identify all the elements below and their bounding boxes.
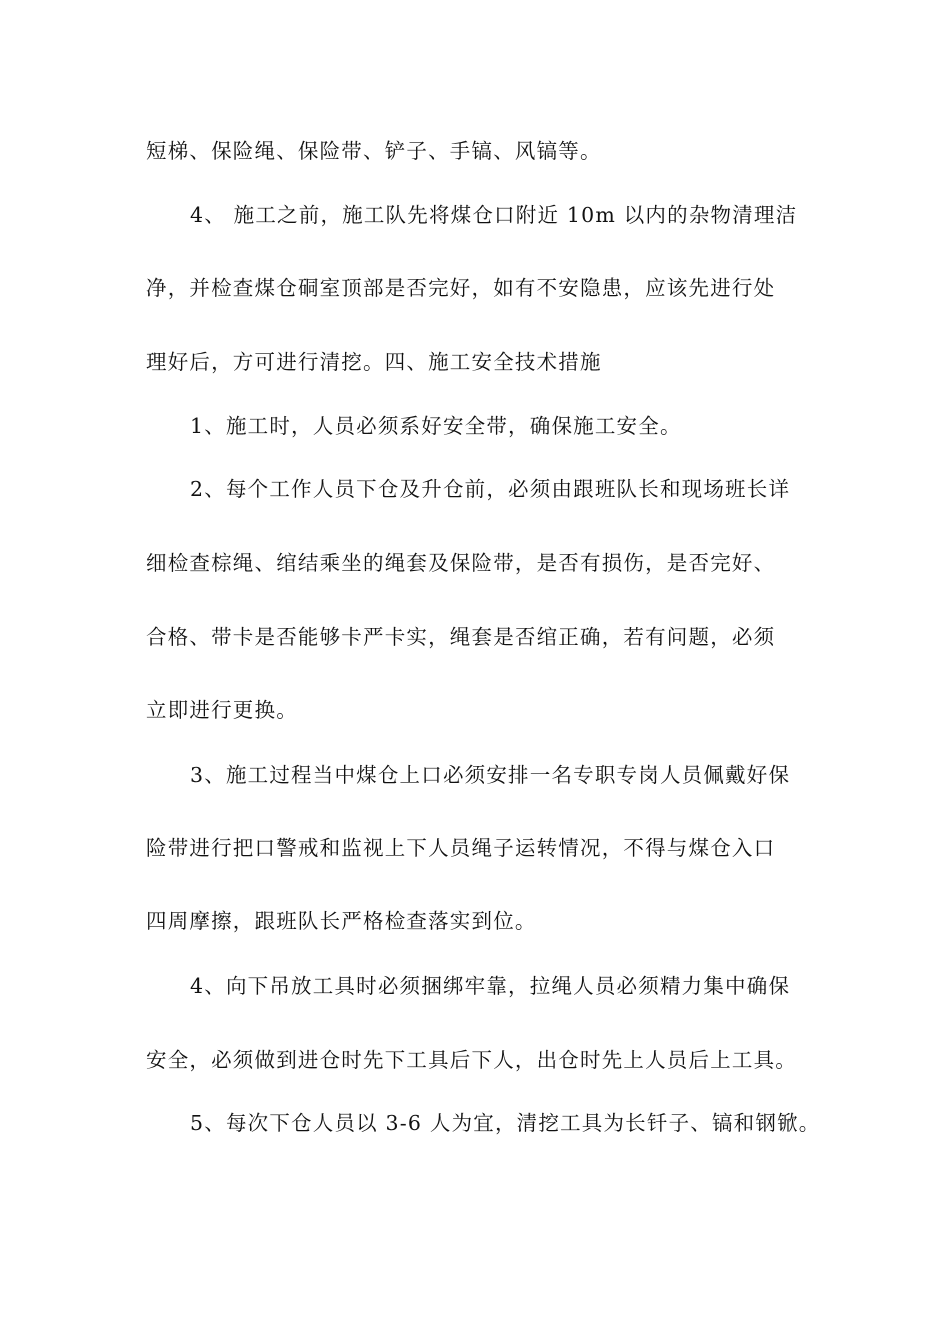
text-line-12: 四周摩擦，跟班队长严格检查落实到位。 [146, 909, 537, 933]
text-line-15: 5、每次下仓人员以 3-6 人为宜，清挖工具为长钎子、镐和钢锨。 [190, 1111, 821, 1135]
text-line-7: 细检查棕绳、绾结乘坐的绳套及保险带，是否有损伤，是否完好、 [146, 551, 776, 575]
text-line-3: 净，并检查煤仓硐室顶部是否完好，如有不安隐患，应该先进行处 [146, 276, 776, 300]
text-line-11: 险带进行把口警戒和监视上下人员绳子运转情况，不得与煤仓入口 [146, 836, 776, 860]
text-line-8: 合格、带卡是否能够卡严卡实，绳套是否绾正确，若有问题，必须 [146, 625, 776, 649]
text-line-4: 理好后，方可进行清挖。四、施工安全技术措施 [146, 350, 602, 374]
text-line-13: 4、向下吊放工具时必须捆绑牢靠，拉绳人员必须精力集中确保 [190, 974, 791, 998]
text-line-1: 短梯、保险绳、保险带、铲子、手镐、风镐等。 [146, 139, 602, 163]
text-line-9: 立即进行更换。 [146, 698, 298, 722]
text-line-6: 2、每个工作人员下仓及升仓前，必须由跟班队长和现场班长详 [190, 477, 791, 501]
text-line-2: 4、 施工之前，施工队先将煤仓口附近 10m 以内的杂物清理洁 [190, 203, 798, 227]
text-line-14: 安全，必须做到进仓时先下工具后下人，出仓时先上人员后上工具。 [146, 1048, 797, 1072]
text-line-5: 1、施工时，人员必须系好安全带，确保施工安全。 [190, 414, 682, 438]
text-line-10: 3、施工过程当中煤仓上口必须安排一名专职专岗人员佩戴好保 [190, 763, 791, 787]
